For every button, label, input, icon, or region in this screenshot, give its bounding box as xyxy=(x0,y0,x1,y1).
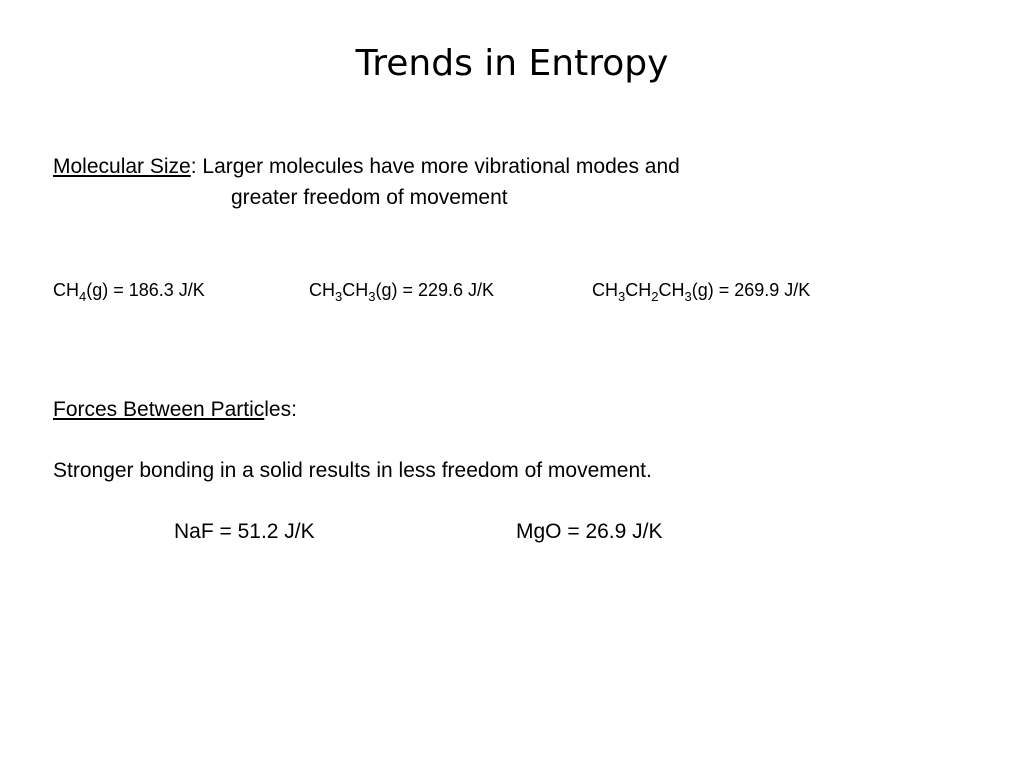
forces-heading xyxy=(53,397,297,423)
molecular-size-heading: Molecular Size xyxy=(53,155,191,178)
naf-entropy: NaF = 51.2 J/K xyxy=(174,520,315,543)
forces-heading-underlined: Forces Between Partic xyxy=(53,398,265,421)
formula-ethane xyxy=(309,277,494,303)
formula-subscript: 4 xyxy=(79,289,87,304)
formula-text: CH xyxy=(625,280,652,300)
formula-propane xyxy=(592,277,810,303)
formula-text: (g) = 186.3 J/K xyxy=(86,280,205,300)
formula-text: (g) = 269.9 J/K xyxy=(691,280,811,300)
formula-text: CH xyxy=(658,280,685,300)
forces-heading-rest: les: xyxy=(264,398,297,421)
molecular-size-line-2 xyxy=(231,185,508,211)
molecular-size-line-1 xyxy=(53,154,680,180)
formula-subscript: 2 xyxy=(651,289,659,304)
formula-text: (g) = 229.6 J/K xyxy=(375,280,495,300)
formula-subscript: 3 xyxy=(335,289,343,304)
molecular-size-separator: : xyxy=(190,155,203,178)
formula-text: CH xyxy=(309,280,335,300)
molecular-size-text-line-1: Larger molecules have more vibrational modes and xyxy=(202,155,680,178)
forces-statement: Stronger bonding in a solid results in less freedom of movement. xyxy=(53,459,652,482)
formula-subscript: 3 xyxy=(368,289,376,304)
formula-subscript: 3 xyxy=(684,289,692,304)
formula-text: CH xyxy=(342,280,369,300)
formula-methane xyxy=(53,277,205,303)
formula-subscript: 3 xyxy=(618,289,626,304)
formula-text: CH xyxy=(592,280,618,300)
slide-title: Trends in Entropy xyxy=(355,43,669,84)
formula-text: CH xyxy=(53,280,79,300)
molecular-size-text-line-2: greater freedom of movement xyxy=(231,186,508,209)
mgo-entropy: MgO = 26.9 J/K xyxy=(516,520,663,543)
